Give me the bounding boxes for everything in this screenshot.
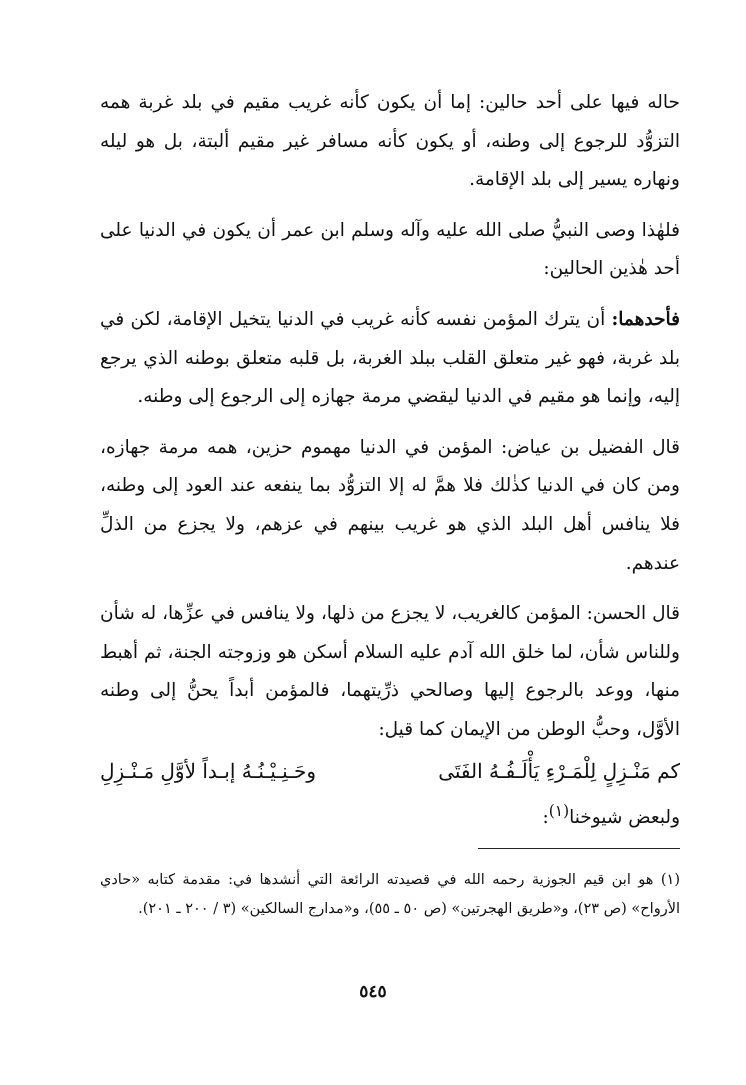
paragraph-prophet-advice: فلهٰذا وصى النبيُّ صلى الله عليه وآله وسلم ابن عمر أن يكون في الدنيا على أحد هٰذين الحالين: <box>100 219 680 280</box>
first-case-lead: فأحدهما: <box>611 308 680 330</box>
poetry-verse <box>100 750 680 792</box>
paragraph-fudayl-quote: قال الفضيل بن عياض: المؤمن في الدنيا مهموم حزين، همه مرمة جهازه، ومن كان في الدنيا كذٰلك فلا همَّ له إلا التزوُّد بما ينفعه عند العود إلى وطنه، فلا ينافس أهل البلد الذي هو غريب بينهم في عزهم، ولا يجزع من الذلِّ عندهم. <box>100 436 681 574</box>
first-case-text: أن يترك المؤمن نفسه كأنه غريب في الدنيا يتخيل الإقامة، لكن في بلد غربة، فهو غير متعلق القلب ببلد الغربة، بل قلبه متعلق بوطنه الذي يرجع إليه، وإنما هو مقيم في الدنيا ليقضي مرمة جهازه إلى الرجوع إلى وطنه. <box>100 308 680 408</box>
after-verse-text: ولبعض شيوخنا <box>569 806 680 828</box>
paragraph-intro: حاله فيها على أحد حالين: إما أن يكون كأنه غريب مقيم في بلد غربة همه التزوُّد للرجوع إلى وطنه، أو يكون كأنه مسافر غير مقيم ألبتة، بل هو ليله ونهاره يسير إلى بلد الإقامة. <box>100 92 680 191</box>
verse-second-hemistich: وحَـنِـيْـنُـهُ إبـداً لأوَّلِ مَـنْـزِلِ <box>100 758 317 783</box>
footnote: (١) هو ابن قيم الجوزية رحمه الله في قصيدته الرائعة التي أنشدها في: مقدمة كتابه «حادي الأرواح» (ص ٢٣)، و«طريق الهجرتين» (ص ٥٠ ـ ٥٥)، و«مدارج السالكين» (٣ / ٢٠٠ ـ ٢٠١). <box>100 872 680 917</box>
paragraph-hasan-quote: قال الحسن: المؤمن كالغريب، لا يجزع من ذلها، ولا ينافس في عزِّها، له شأن وللناس شأن، لما خلق الله آدم عليه السلام أسكن هو وزوجته الجنة، ثم أهبط منها، ووعد بالرجوع إليها وصالحي ذرِّيتهما، فالمؤمن أبداً يحنُّ إلى وطنه الأوَّل، وحبُّ الوطن من الإيمان كما قيل: <box>100 603 680 740</box>
footnote-reference: (١) <box>548 801 570 820</box>
footnote-separator <box>478 848 680 849</box>
page-number: ٥٤٥ <box>359 982 387 1002</box>
main-text <box>100 84 680 849</box>
paragraph-after-verse <box>100 792 680 838</box>
after-verse-colon: : <box>542 806 549 828</box>
paragraph-first-case <box>100 301 680 417</box>
verse-first-hemistich: كم مَنْـزِلٍ لِلْمَـرْءِ يَأْلَـفُـهُ الفَتَى <box>438 758 680 783</box>
